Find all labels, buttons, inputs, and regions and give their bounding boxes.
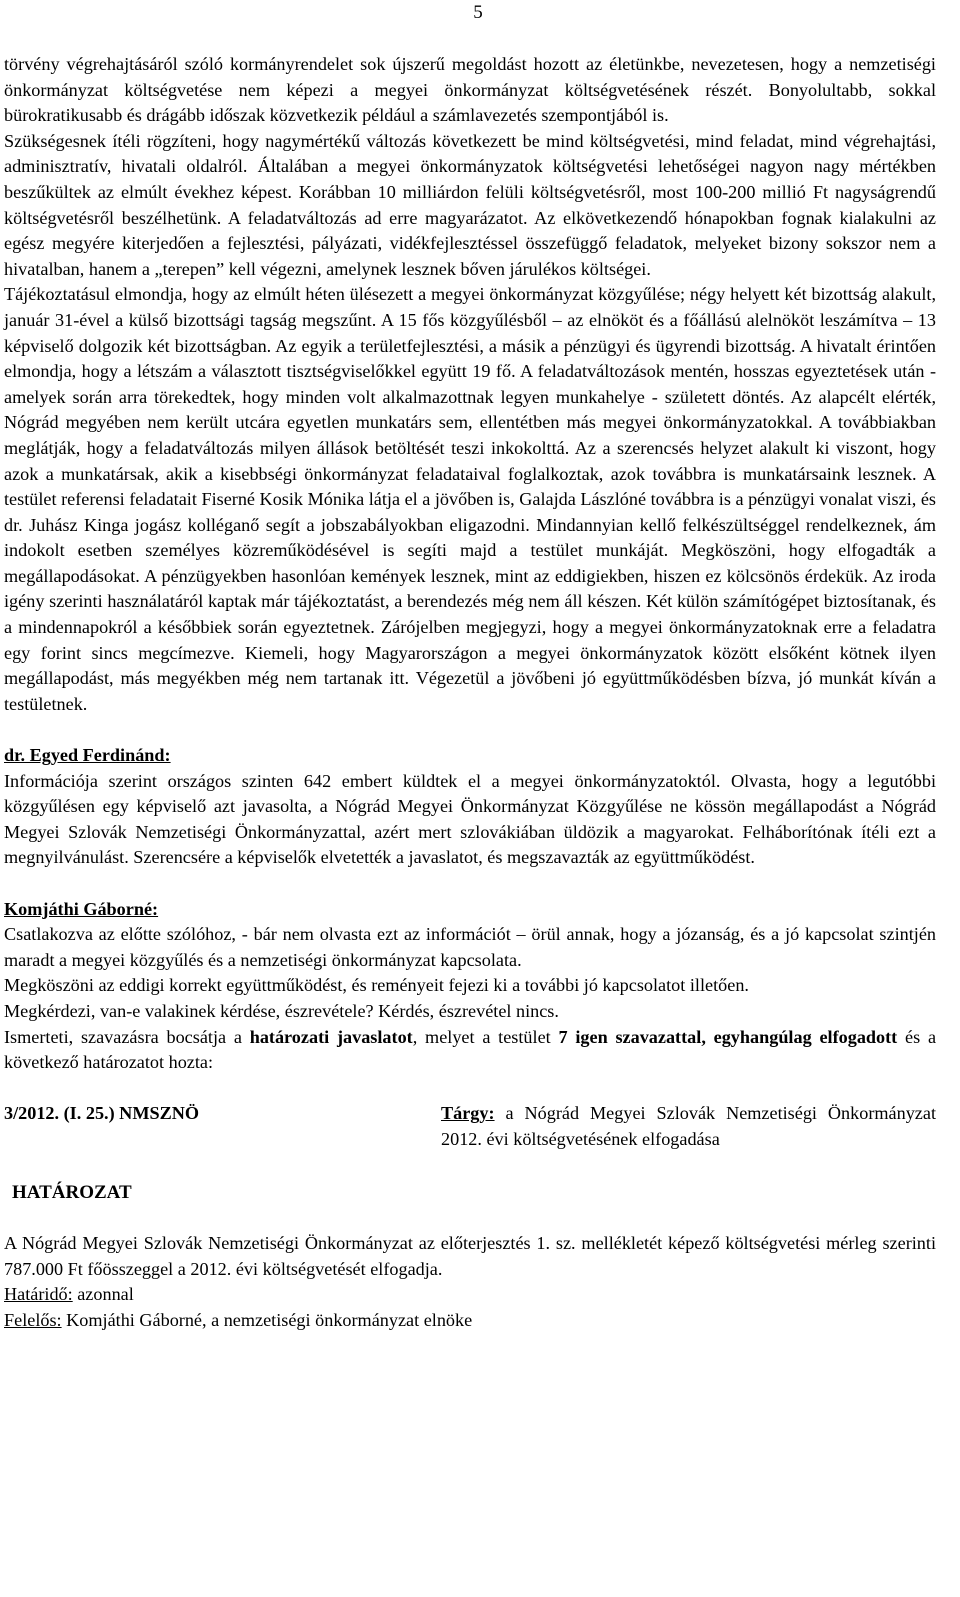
resolution-header (4, 1101, 936, 1154)
speaker-block-komjathi (4, 897, 936, 923)
resolution-responsible (4, 1308, 936, 1334)
speaker-name: dr. Egyed Ferdinánd: (4, 745, 171, 766)
resolution-number: 3/2012. (I. 25.) NMSZNÖ (4, 1103, 200, 1124)
speaker-statement: Megkérdezi, van-e valakinek kérdése, észrevétele? Kérdés, észrevétel nincs. (4, 1000, 559, 1021)
subject-label: Tárgy: (441, 1103, 495, 1124)
paragraph-2: Szükségesnek ítéli rögzíteni, hogy nagymértékű változás következett be mind költségvetési, mind feladat, mind végrehajtási, adminisztratív, hivatali oldalról. Általában a megyei önkormányzatok költségvetési lehetőségei nagyon nagy mértékben beszűkültek az elmúlt évekhez képest. Korábban 10 milliárdon felüli költségvetésről, most 100-200 millió Ft nagyságrendű költségvetésről beszélhetünk. A feladatváltozás ad erre magyarázatot. Az elkövetkezendő hónapokban fognak kialakulni az egész megyére kiterjedően a fejlesztési, pályázati, vidékfejlesztéssel összefüggő feladatok, melyeket bizony sokszor nem a hivatalban, hanem a „terepen” kell végezni, amelynek lesznek bőven járulékos költségei. (4, 130, 936, 279)
paragraph-1: törvény végrehajtásáról szóló kormányrendelet sok újszerű megoldást hozott az életünkbe, nevezetesen, hogy a nemzetiségi önkormányzat költségvetése nem képezi a megyei önkormányzat költségvetésének részét. Bonyolultabb, sokkal bürokratikusabb és drágább időszak közvetkezik például a számlavezetés szempontjából is. (4, 54, 936, 126)
deadline-label: Határidő: (4, 1284, 73, 1305)
spacer (4, 871, 936, 897)
vote-text: Ismerteti, szavazásra bocsátja a (4, 1026, 250, 1047)
subject-text: a Nógrád Megyei Szlovák Nemzetiségi Önkormányzat 2012. évi költségvetésének elfogadása (441, 1103, 936, 1149)
page-number: 5 (473, 2, 483, 23)
vote-result: 7 igen szavazattal, egyhangúlag elfogadott (558, 1026, 898, 1047)
speaker-statement: Információja szerint országos szinten 642 embert küldtek el a megyei önkormányzatoktól. Olvasta, hogy a legutóbbi közgyűlésen egy képviselő azt javasolta, a Nógrád Megyei Önkormányzat Közgyűlése ne kössön megállapodást a Nógrád Megyei Szlovák Nemzetiségi Önkormányzattal, azért mert szlovákiában üldözik a magyarokat. Felháborítónak ítéli ezt a megnyilvánulást. Szerencsére a képviselők elvetették a javaslatot, és megszavazták az együttműködést. (4, 770, 936, 868)
document-body (4, 52, 936, 1334)
resolution-title: HATÁROZAT (12, 1181, 132, 1203)
spacer (4, 1076, 936, 1102)
deadline-value: azonnal (72, 1284, 134, 1305)
responsible-label: Felelős: (4, 1309, 62, 1330)
speaker-statement: Megköszöni az eddigi korrekt együttműködést, és reményeit fejezi ki a további jó kapcsolatot illetően. (4, 975, 749, 996)
speaker-name: Komjáthi Gáborné: (4, 898, 159, 919)
responsible-value: Komjáthi Gáborné, a nemzetiségi önkormányzat elnöke (61, 1309, 473, 1330)
speaker-statement: Csatlakozva az előtte szólóhoz, - bár nem olvasta ezt az információt – örül annak, hogy a józanság, és a jó kapcsolat szintjén maradt a megyei közgyűlés és a nemzetiségi önkormányzat kapcsolata. (4, 924, 936, 970)
vote-text: és a következő határozatot hozta: (4, 1026, 937, 1073)
resolution-deadline (4, 1282, 936, 1308)
vote-text: , melyet a testület (412, 1026, 559, 1047)
spacer (4, 1154, 936, 1180)
speaker-block-egyed (4, 743, 936, 769)
resolution-subject (441, 1101, 936, 1152)
spacer (4, 1206, 936, 1232)
vote-emphasis: határozati javaslatot (249, 1026, 413, 1047)
paragraph-3: Tájékoztatásul elmondja, hogy az elmúlt héten ülésezett a megyei önkormányzat közgyűlése; négy helyett két bizottság alakult, január 31-ével a külső bizottsági tagság megszűnt. A 15 fős közgyűlésből – az elnököt és a főállású alelnököt leszámítva – 13 képviselő dolgozik két bizottságban. Az egyik a területfejlesztési, a másik a pénzügyi és ügyrendi bizottság. A hivatalt érintően elmondja, hogy a létszám a választott tisztségviselőkkel együtt 19 fő. A feladatváltozások mentén, hosszas egyeztetések után - amelyek során arra törekedtek, hogy minden volt alkalmazottnak legyen munkahelye - született döntés. Az alapcélt elérték, Nógrád megyében nem került utcára egyetlen munkatárs sem, ellentétben más megyei önkormányzatokkal. A továbbiakban meglátják, hogy a feladatváltozás milyen állások betöltését teszi inkokolttá. Az a szerencsés helyzet alakult ki viszont, hogy azok a munkatársak, akik a kisebbségi önkormányzat feladataival foglalkoztak, azok továbbra is munkatársaink lesznek. A testület referensi feladatait Fiserné Kosik Mónika látja el a jövőben is, Galajda Lászlóné továbbra is a pénzügyi vonalat viszi, és dr. Juhász Kinga jogász kolléganő segít a jobszabályokban eligazodni. Mindannyian kellő felkészültséggel rendelkeznek, ám indokolt esetben személyes közreműködésével is segíti majd a testület munkáját. Megköszöni, hogy elfogadták a megállapodásokat. A pénzügyekben hasonlóan kemények lesznek, mint az eddigiekben, hiszen ez kölcsönös érdekük. Az iroda igény szerinti használatáról kaptak már tájékoztatást, a berendezés még nem áll készen. Két külön számítógépet biztosítanak, és a mindennapokról a későbbiek során egyeztetnek. Zárójelben megjegyzi, hogy a megyei önkormányzatoknak erre a feladatra egy forint sincs megcímezve. Kiemeli, hogy Magyarországon a megyei önkormányzatok között elsőként kötnek ilyen megállapodást, más megyékben még nem tartanak itt. Végezetül a jövőbeni jó együttműködésben bízva, jó munkát kíván a testületnek. (4, 284, 936, 714)
spacer (4, 717, 936, 743)
resolution-body: A Nógrád Megyei Szlovák Nemzetiségi Önkormányzat az előterjesztés 1. sz. mellékletét képező költségvetési mérleg szerinti 787.000 Ft főösszeggel a 2012. évi költségvetését elfogadja. (4, 1233, 936, 1279)
vote-statement (4, 1025, 936, 1076)
